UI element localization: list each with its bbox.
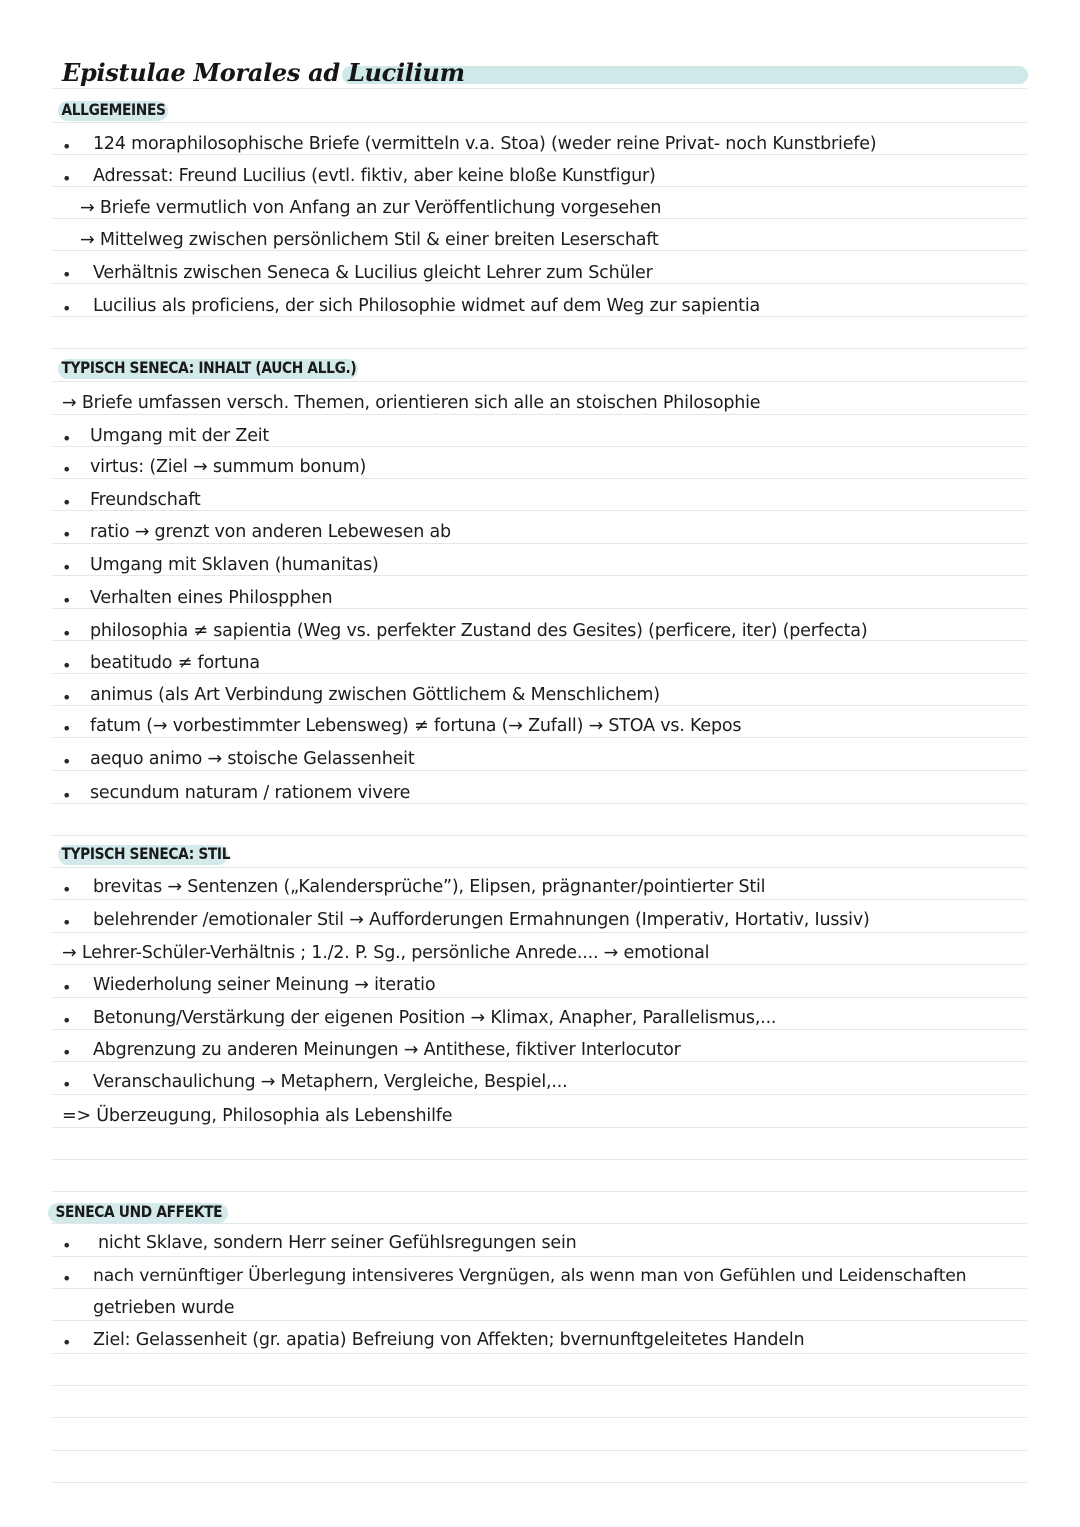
bullet-icon: • bbox=[62, 1236, 72, 1255]
list-item: belehrender /emotionaler Stil → Aufforderungen Ermahnungen (Imperativ, Hortativ, Iussiv) bbox=[93, 910, 870, 930]
ruled-line bbox=[52, 899, 1027, 900]
ruled-line bbox=[52, 835, 1027, 836]
ruled-line bbox=[52, 1482, 1027, 1483]
list-item: brevitas → Sentenzen („Kalendersprüche”), Elipsen, prägnanter/pointierter Stil bbox=[93, 877, 766, 897]
bullet-icon: • bbox=[62, 880, 72, 899]
ruled-line bbox=[52, 1353, 1027, 1354]
list-item: Adressat: Freund Lucilius (evtl. fiktiv, aber keine bloße Kunstfigur) bbox=[93, 166, 656, 186]
list-item: Verhalten eines Philospphen bbox=[90, 588, 333, 608]
ruled-line bbox=[52, 1417, 1027, 1418]
ruled-line bbox=[52, 446, 1027, 447]
list-item: Ziel: Gelassenheit (gr. apatia) Befreiung von Affekten; bvernunftgeleitetes Handeln bbox=[93, 1330, 805, 1350]
bullet-icon: • bbox=[62, 558, 72, 577]
ruled-line bbox=[52, 122, 1027, 123]
list-item: fatum (→ vorbestimmter Lebensweg) ≠ fortuna (→ Zufall) → STOA vs. Kepos bbox=[90, 716, 742, 736]
bullet-icon: • bbox=[62, 624, 72, 643]
list-item: getrieben wurde bbox=[93, 1298, 235, 1318]
ruled-line bbox=[52, 1191, 1027, 1192]
ruled-line bbox=[52, 1159, 1027, 1160]
ruled-line bbox=[52, 414, 1027, 415]
ruled-line bbox=[52, 964, 1027, 965]
list-item: Wiederholung seiner Meinung → iteratio bbox=[93, 975, 436, 995]
list-item: => Überzeugung, Philosophia als Lebenshilfe bbox=[62, 1106, 453, 1126]
ruled-line bbox=[52, 1450, 1027, 1451]
list-item: aequo animo → stoische Gelassenheit bbox=[90, 749, 415, 769]
ruled-line bbox=[52, 770, 1027, 771]
list-item: Freundschaft bbox=[90, 490, 201, 510]
ruled-line bbox=[52, 575, 1027, 576]
section-heading-affekte: SENECA UND AFFEKTE bbox=[55, 1202, 223, 1221]
section-heading-inhalt: TYPISCH SENECA: INHALT (AUCH ALLG.) bbox=[61, 358, 357, 377]
bullet-icon: • bbox=[62, 169, 72, 188]
list-item: Umgang mit der Zeit bbox=[90, 426, 270, 446]
list-item: → Mittelweg zwischen persönlichem Stil & einer breiten Leserschaft bbox=[80, 230, 659, 250]
ruled-line bbox=[52, 154, 1027, 155]
bullet-icon: • bbox=[62, 1043, 72, 1062]
ruled-line bbox=[52, 510, 1027, 511]
list-item: Abgrenzung zu anderen Meinungen → Antithese, fiktiver Interlocutor bbox=[93, 1040, 681, 1060]
list-item: nach vernünftiger Überlegung intensiveres Vergnügen, als wenn man von Gefühlen und Leidenschaften bbox=[93, 1266, 967, 1286]
bullet-icon: • bbox=[62, 752, 72, 771]
list-item: Veranschaulichung → Metaphern, Vergleiche, Bespiel,... bbox=[93, 1072, 568, 1092]
ruled-line bbox=[52, 737, 1027, 738]
list-item: → Briefe vermutlich von Anfang an zur Veröffentlichung vorgesehen bbox=[80, 198, 662, 218]
list-item: Lucilius als proficiens, der sich Philosophie widmet auf dem Weg zur sapientia bbox=[93, 296, 761, 316]
ruled-line bbox=[52, 1223, 1027, 1224]
bullet-icon: • bbox=[62, 786, 72, 805]
section-heading-allgemeines: ALLGEMEINES bbox=[61, 100, 166, 119]
list-item: nicht Sklave, sondern Herr seiner Gefühlsregungen sein bbox=[98, 1233, 577, 1253]
bullet-icon: • bbox=[62, 656, 72, 675]
ruled-line bbox=[52, 1288, 1027, 1289]
bullet-icon: • bbox=[62, 525, 72, 544]
ruled-line bbox=[52, 283, 1027, 284]
ruled-line bbox=[52, 705, 1027, 706]
ruled-line bbox=[52, 608, 1027, 609]
bullet-icon: • bbox=[62, 265, 72, 284]
list-item: secundum naturam / rationem vivere bbox=[90, 783, 411, 803]
bullet-icon: • bbox=[62, 688, 72, 707]
bullet-icon: • bbox=[62, 591, 72, 610]
ruled-line bbox=[52, 1094, 1027, 1095]
ruled-line bbox=[52, 1256, 1027, 1257]
ruled-line bbox=[52, 803, 1027, 804]
section-heading-stil: TYPISCH SENECA: STIL bbox=[61, 844, 231, 863]
ruled-line bbox=[52, 932, 1027, 933]
ruled-line bbox=[52, 1061, 1027, 1062]
ruled-line bbox=[52, 1127, 1027, 1128]
list-item: Umgang mit Sklaven (humanitas) bbox=[90, 555, 379, 575]
bullet-icon: • bbox=[62, 913, 72, 932]
list-item: animus (als Art Verbindung zwischen Göttlichem & Menschlichem) bbox=[90, 685, 660, 705]
bullet-icon: • bbox=[62, 493, 72, 512]
ruled-line bbox=[52, 348, 1027, 349]
ruled-line bbox=[52, 1320, 1027, 1321]
bullet-icon: • bbox=[62, 299, 72, 318]
list-item: Verhältnis zwischen Seneca & Lucilius gleicht Lehrer zum Schüler bbox=[93, 263, 653, 283]
list-item: → Briefe umfassen versch. Themen, orientieren sich alle an stoischen Philosophie bbox=[62, 393, 761, 413]
bullet-icon: • bbox=[62, 1269, 72, 1288]
bullet-icon: • bbox=[62, 429, 72, 448]
bullet-icon: • bbox=[62, 719, 72, 738]
ruled-line bbox=[52, 186, 1027, 187]
ruled-line bbox=[52, 673, 1027, 674]
page-title: Epistulae Morales ad Lucilium bbox=[62, 58, 465, 87]
ruled-line bbox=[52, 478, 1027, 479]
bullet-icon: • bbox=[62, 137, 72, 156]
list-item: virtus: (Ziel → summum bonum) bbox=[90, 457, 367, 477]
ruled-line bbox=[52, 1029, 1027, 1030]
bullet-icon: • bbox=[62, 460, 72, 479]
ruled-line bbox=[52, 218, 1027, 219]
ruled-line bbox=[52, 1385, 1027, 1386]
list-item: 124 moraphilosophische Briefe (vermitteln v.a. Stoa) (weder reine Privat- noch Kunstbriefe) bbox=[93, 134, 877, 154]
list-item: Betonung/Verstärkung der eigenen Position → Klimax, Anapher, Parallelismus,... bbox=[93, 1008, 777, 1028]
bullet-icon: • bbox=[62, 1011, 72, 1030]
ruled-line bbox=[52, 543, 1027, 544]
ruled-line bbox=[52, 88, 1027, 89]
list-item: → Lehrer-Schüler-Verhältnis ; 1./2. P. Sg., persönliche Anrede.... → emotional bbox=[62, 943, 710, 963]
bullet-icon: • bbox=[62, 1075, 72, 1094]
bullet-icon: • bbox=[62, 1333, 72, 1352]
list-item: philosophia ≠ sapientia (Weg vs. perfekter Zustand des Gesites) (perficere, iter) (perfecta) bbox=[90, 621, 868, 641]
ruled-line bbox=[52, 867, 1027, 868]
list-item: beatitudo ≠ fortuna bbox=[90, 653, 260, 673]
ruled-line bbox=[52, 316, 1027, 317]
ruled-line bbox=[52, 381, 1027, 382]
list-item: ratio → grenzt von anderen Lebewesen ab bbox=[90, 522, 451, 542]
ruled-line bbox=[52, 250, 1027, 251]
ruled-line bbox=[52, 997, 1027, 998]
bullet-icon: • bbox=[62, 978, 72, 997]
